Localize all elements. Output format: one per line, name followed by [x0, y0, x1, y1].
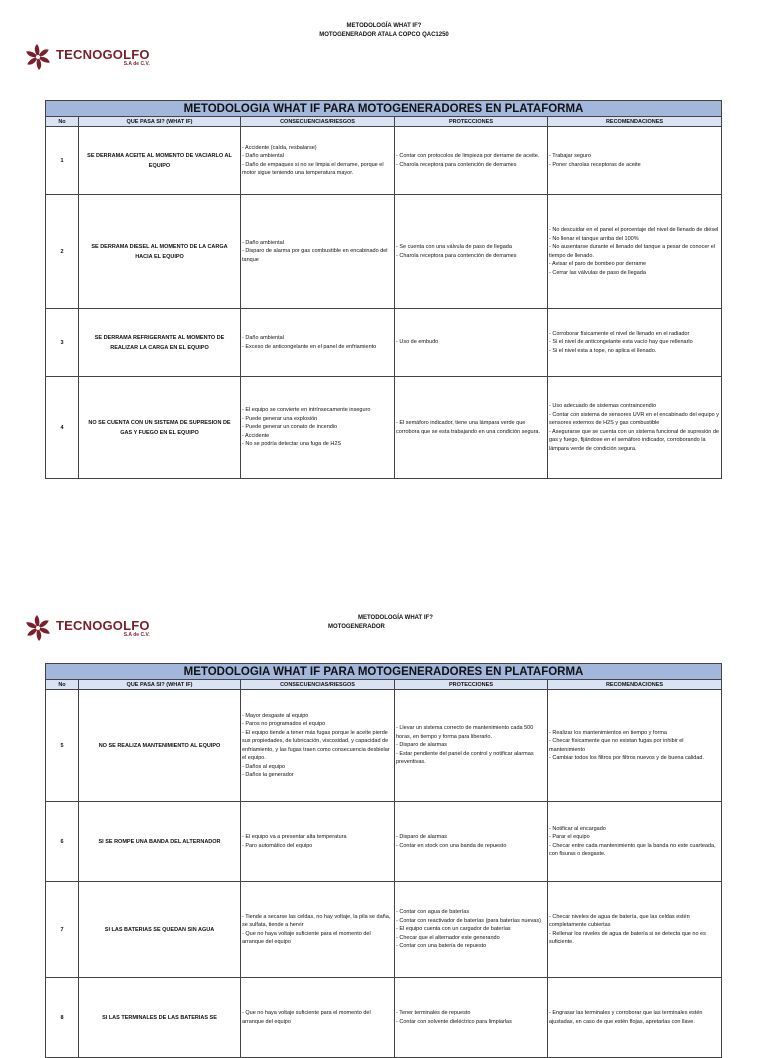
company-logo	[23, 613, 150, 643]
pinwheel-logo-icon	[23, 613, 53, 643]
what-if-table-1	[45, 100, 722, 479]
header-subtitle: MOTOGENERADOR ATALA COPCO QAC1250	[319, 32, 449, 38]
consequences-cell	[241, 127, 395, 195]
protection-item: - Tener terminales de repuesto	[396, 1010, 471, 1016]
column-header-protections: PROTECCIONES	[395, 117, 548, 127]
recommendation-item: - Si el nivel de anticongelante esta vacío hay que rellenarlo	[549, 339, 693, 346]
recommendation-item: - Checar entre cada mantenimiento que la banda no este cuarteada, con fisuras o desgaste.	[549, 842, 716, 857]
recommendation-item: - Checar niveles de agua de batería, que las celdas estén completamente cubiertas	[549, 913, 690, 928]
table-row	[46, 127, 722, 195]
consequence-item: - El equipo va a presentar alta temperatura	[242, 834, 347, 840]
consequence-item: - Mayor desgaste al equipo	[242, 712, 309, 719]
protection-item: - Contar con una batería de repuesto	[396, 943, 487, 950]
recommendation-item: - Asegurarse que se cuenta con un sistema funcional de supresión de gas y fuego, fijándose en el semáforo indicador, corroborando la lámpara verde de condición segura.	[549, 428, 719, 452]
row-number: 8	[46, 978, 79, 1058]
consequence-item: - Tiende a secarse las celdas, no hay voltaje, la pila se daña, se sulfata, tiende a hervir	[242, 913, 391, 928]
brand-suffix: S.A de C.V.	[123, 60, 150, 67]
brand-name: TECNOGOLFO	[56, 46, 150, 62]
protections-cell	[395, 309, 548, 377]
protections-cell	[395, 882, 548, 978]
consequences-cell	[241, 195, 395, 309]
recommendation-item: - Cambiar todos los filtros por filtros nuevos y de buena calidad.	[549, 755, 704, 761]
protections-cell	[395, 690, 548, 802]
row-number: 1	[46, 127, 79, 195]
recommendations-cell	[548, 309, 722, 377]
consequence-item: - Daño de empaques si no se limpia el derrame, porque el motor sigue teniendo una temperatura mayor.	[242, 161, 384, 176]
header-title: METODOLOGÍA WHAT IF?	[346, 23, 422, 29]
consequence-item: - No se podría detectar una fuga de H2S	[242, 441, 342, 448]
protections-cell	[395, 195, 548, 309]
what-if-question: SI LAS BATERIAS SE QUEDAN SIN AGUA	[79, 882, 241, 978]
protection-item: - Contar con agua de baterías	[396, 909, 470, 916]
consequence-item: - Daño ambiental	[242, 153, 284, 159]
consequence-item: - Accidente	[242, 432, 270, 439]
consequence-item: - El equipo tiende a tener más fugas porque le aceite pierde sus propiedades, de lubricación, viscosidad, y capacidad de enfriamiento, y las fugas traen como consecuencia desbielar el equipo.	[242, 729, 390, 761]
row-number: 4	[46, 377, 79, 479]
row-number: 7	[46, 882, 79, 978]
row-number: 3	[46, 309, 79, 377]
brand-name: TECNOGOLFO	[56, 617, 150, 633]
recommendation-item: - Trabajar seguro	[549, 153, 591, 159]
column-header-consequences: CONSECUENCIAS/RIESGOS	[241, 117, 395, 127]
consequence-item: - Que no haya voltaje suficiente para el momento del arranque del equipo	[242, 930, 371, 945]
protections-cell	[395, 802, 548, 882]
protections-cell	[395, 377, 548, 479]
protection-item: - Charola receptora para contención de derrames	[396, 161, 517, 168]
table-title: METODOLOGIA WHAT IF PARA MOTOGENERADORES EN PLATAFORMA	[46, 101, 722, 117]
protection-item: - Uso de embudo	[396, 339, 439, 346]
recommendations-cell	[548, 690, 722, 802]
protection-item: - Contar con solvente dieléctrico para limpiarlas	[396, 1018, 512, 1025]
page-header-2	[328, 614, 433, 632]
recommendation-item: - Si el nivel esta a tope, no aplica el llenado.	[549, 347, 657, 354]
recommendation-item: - Rellenar los niveles de agua de batería si se detecta que no es suficiente.	[549, 930, 706, 945]
column-header-protections: PROTECCIONES	[395, 680, 548, 690]
column-header-no: No	[46, 680, 79, 690]
protection-item: - Charola receptora para contención de derrames	[396, 252, 517, 259]
recommendation-item: - Notificar al encargado	[549, 825, 606, 832]
consequence-item: - Puede generar un conato de incendio	[242, 424, 338, 431]
recommendation-item: - Realizar los mantenimientos en tiempo y forma	[549, 729, 667, 736]
table-row	[46, 802, 722, 882]
recommendation-item: - No llenar el tanque arriba del 100%	[549, 235, 639, 242]
consequence-item: - Daño ambiental	[242, 335, 284, 341]
what-if-question: SI SE ROMPE UNA BANDA DEL ALTERNADOR	[79, 802, 241, 882]
what-if-question: NO SE CUENTA CON UN SISTEMA DE SUPRESION DE GAS Y FUEGO EN EL EQUIPO	[79, 377, 241, 479]
protection-item: - Se cuenta con una válvula de paso de llegada	[396, 244, 512, 250]
consequence-item: - Daños al equipo	[242, 763, 286, 770]
protection-item: - Estar pendiente del panel de control y notificar alarmas preventivas.	[396, 750, 534, 766]
consequence-item: - Daños la generador	[242, 772, 294, 778]
table-row	[46, 377, 722, 479]
what-if-question: SI LAS TERMINALES DE LAS BATERIAS SE	[79, 978, 241, 1058]
what-if-table-2	[45, 663, 722, 1058]
consequences-cell	[241, 978, 395, 1058]
recommendations-cell	[548, 377, 722, 479]
company-logo	[23, 42, 150, 72]
recommendation-item: - Avisar el paro de bombeo por derrame	[549, 261, 647, 267]
column-header-recommendations: RECOMENDACIONES	[548, 117, 722, 127]
protection-item: - Disparo de alarmas	[396, 834, 448, 840]
consequences-cell	[241, 802, 395, 882]
recommendation-item: - Checar físicamente que no existan fugas por inhibir el mantenimiento	[549, 738, 684, 753]
protection-item: - Disparo de alarmas	[396, 742, 448, 749]
what-if-question: SE DERRAMA ACEITE AL MOMENTO DE VACIARLO AL EQUIPO	[79, 127, 241, 195]
column-header-what-if: QUE PASA SI? (WHAT IF)	[79, 117, 241, 127]
recommendation-item: - Parar el equipo	[549, 834, 590, 840]
recommendation-item: - Corroborar físicamente el nivel de llenado en el radiador	[549, 330, 690, 337]
consequences-cell	[241, 882, 395, 978]
protection-item: - Llevar un sistema correcto de mantenimiento cada 500 horas, en tiempo y forma para liberarlo.	[396, 725, 534, 740]
table-row	[46, 690, 722, 802]
row-number: 6	[46, 802, 79, 882]
consequence-item: - Paros no programados el equipo	[242, 721, 326, 727]
pinwheel-logo-icon	[23, 42, 53, 72]
column-header-consequences: CONSECUENCIAS/RIESGOS	[241, 680, 395, 690]
consequences-cell	[241, 377, 395, 479]
consequence-item: - Exceso de anticongelante en el panel de enfriamiento	[242, 343, 377, 350]
header-subtitle: MOTOGENERADOR	[328, 624, 385, 630]
recommendation-item: - Contar con sistema de sensores UVR en el encabinado del equipo y sensores externos de H2S y gas combustible	[549, 411, 719, 426]
protections-cell	[395, 127, 548, 195]
row-number: 5	[46, 690, 79, 802]
recommendations-cell	[548, 882, 722, 978]
table-row	[46, 978, 722, 1058]
recommendation-item: - No ausentarse durante el llenado del tanque a pesar de conocer el tiempo de llenado.	[549, 244, 716, 259]
recommendations-cell	[548, 127, 722, 195]
protection-item: - El equipo cuenta con un cargador de baterías	[396, 926, 511, 933]
column-header-what-if: QUE PASA SI? (WHAT IF)	[79, 680, 241, 690]
what-if-question: SE DERRAMA DIESEL AL MOMENTO DE LA CARGA HACIA EL EQUIPO	[79, 195, 241, 309]
protection-item: - Contar con protocolos de limpieza por derrame de aceite.	[396, 153, 540, 159]
recommendation-item: - Poner charolas receptoras de aceite	[549, 161, 641, 168]
protections-cell	[395, 978, 548, 1058]
consequence-item: - Disparo de alarma por gas combustible en encabinado del tanque	[242, 248, 388, 263]
table-title: METODOLOGIA WHAT IF PARA MOTOGENERADORES EN PLATAFORMA	[46, 664, 722, 680]
column-header-no: No	[46, 117, 79, 127]
protection-item: - Checar que el alternador este generando	[396, 934, 500, 941]
recommendations-cell	[548, 195, 722, 309]
what-if-question: SE DERRAMA REFRIGERANTE AL MOMENTO DE REALIZAR LA CARGA EN EL EQUIPO	[79, 309, 241, 377]
brand-suffix: S.A de C.V.	[123, 631, 150, 638]
protection-item: - El semáforo indicador, tiene una lámpara verde que corrobora que se esta trabajando en una condición segura.	[396, 420, 541, 435]
recommendation-item: - Cerrar las válvulas de paso de llegada	[549, 269, 646, 276]
table-row	[46, 309, 722, 377]
consequence-item: - El equipo se convierte en intrínsecamente inseguro	[242, 407, 371, 414]
recommendation-item: - Engrasar las terminales y corroborar que las terminales estén ajustadas, en caso de que estén flojas, apretarlas con llave.	[549, 1010, 703, 1025]
consequence-item: - Daño ambiental	[242, 239, 284, 246]
consequence-item: - Accidente (caída, resbalarse)	[242, 144, 317, 151]
recommendation-item: - Uso adecuado de sistemas contraincendio	[549, 403, 657, 409]
consequence-item: - Que no haya voltaje suficiente para el momento del arranque del equipo	[242, 1010, 371, 1025]
row-number: 2	[46, 195, 79, 309]
recommendation-item: - No descuidar en el panel el porcentaje del nivel de llenado de diésel	[549, 227, 719, 233]
header-title: METODOLOGÍA WHAT IF?	[358, 615, 433, 621]
consequences-cell	[241, 309, 395, 377]
protection-item: - Contar con reactivador de baterías (para baterías nuevas)	[396, 917, 541, 924]
what-if-question: NO SE REALIZA MANTENIMIENTO AL EQUIPO	[79, 690, 241, 802]
table-row	[46, 195, 722, 309]
table-row	[46, 882, 722, 978]
consequence-item: - Paro automático del equipo	[242, 842, 313, 849]
recommendations-cell	[548, 802, 722, 882]
page-header-1	[0, 22, 768, 40]
recommendations-cell	[548, 978, 722, 1058]
protection-item: - Contar en stock con una banda de repuesto	[396, 842, 507, 849]
consequences-cell	[241, 690, 395, 802]
column-header-recommendations: RECOMENDACIONES	[548, 680, 722, 690]
consequence-item: - Puede generar una explosión	[242, 415, 318, 422]
